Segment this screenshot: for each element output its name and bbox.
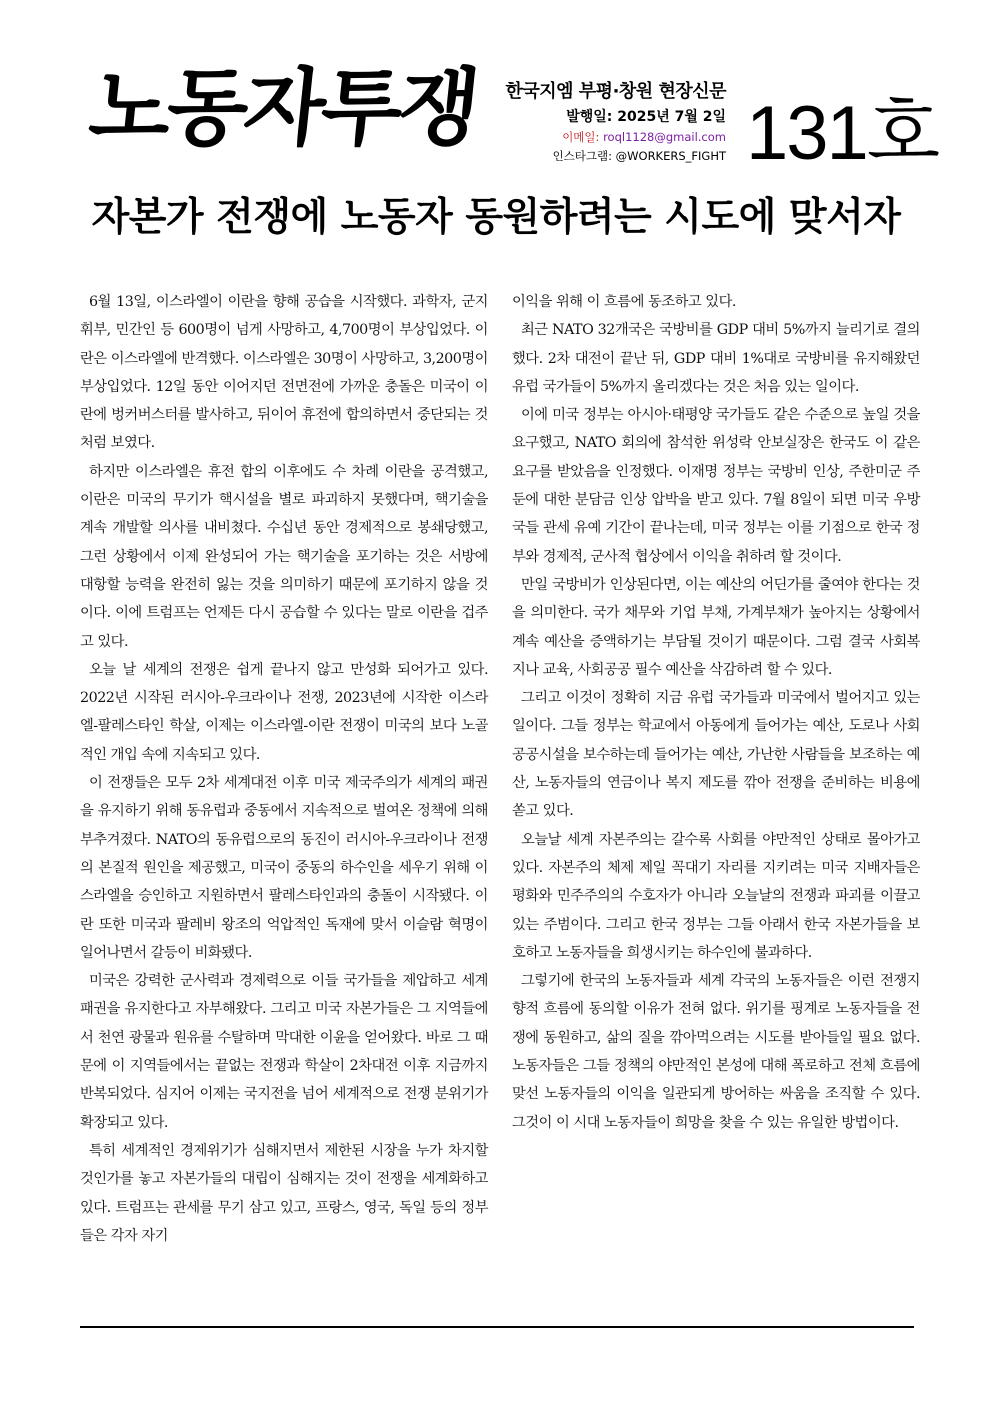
paragraph: 오늘날 세계 자본주의는 갈수록 사회를 야만적인 상태로 몰아가고 있다. 자본주의 체제 제일 꼭대기 자리를 지키려는 미국 지배자들은 평화와 민주주의의 수호자가 아니라 오늘날의 전쟁과 파괴를 이끌고 있는 주범이다. 그리고 한국 정부는 그들 아래서 한국 자본가들을 보호하고 노동자들을 희생시키는 하수인에 불과하다.	[512, 831, 920, 961]
issue-number: 131호	[746, 91, 939, 176]
paragraph: 그렇기에 한국의 노동자들과 세계 각국의 노동자들은 이런 전쟁지향적 흐름에 동의할 이유가 전혀 없다. 위기를 핑계로 노동자들을 전쟁에 동원하고, 삶의 질을 깎아먹으려는 시도를 받아들일 필요 없다. 노동자들은 그들 정책의 야만적인 본성에 대해 폭로하고 전체 흐름에 맞선 노동자들의 이익을 일관되게 방어하는 싸움을 조직할 수 있다. 그것이 이 시대 노동자들이 희망을 찾을 수 있는 유일한 방법이다.	[512, 973, 920, 1131]
paragraph: 오늘 날 세계의 전쟁은 쉽게 끝나지 않고 만성화 되어가고 있다. 2022년 시작된 러시아-우크라이나 전쟁, 2023년에 시작한 이스라엘-팔레스타인 학살, 이제는 이스라엘-이란 전쟁이 미국의 보다 노골적인 개입 속에 지속되고 있다.	[80, 661, 488, 763]
paragraph: 6월 13일, 이스라엘이 이란을 향해 공습을 시작했다. 과학자, 군지휘부, 민간인 등 600명이 넘게 사망하고, 4,700명이 부상입었다. 이란은 이스라엘에 반격했다. 이스라엘은 30명이 사망하고, 3,200명이 부상입었다. 12일 동안 이어지던 전면전에 가까운 충돌은 미국이 이란에 벙커버스터를 발사하고, 뒤이어 휴전에 합의하면서 중단되는 것처럼 보였다.	[80, 294, 488, 452]
instagram-handle: @WORKERS_FIGHT	[615, 149, 726, 163]
newspaper-logo-title: 노동자투쟁	[84, 59, 481, 157]
article-column-right	[512, 288, 920, 1137]
paragraph: 특히 세계적인 경제위기가 심해지면서 제한된 시장을 누가 차지할 것인가를 놓고 자본가들의 대립이 심해지는 것이 전쟁을 세계화하고 있다. 트럼프는 관세를 무기 삼고 있고, 프랑스, 영국, 독일 등의 정부들은 각자 자기	[80, 1142, 488, 1244]
masthead-info	[496, 80, 726, 166]
headline: 자본가 전쟁에 노동자 동원하려는 시도에 맞서자	[91, 195, 901, 240]
paragraph: 최근 NATO 32개국은 국방비를 GDP 대비 5%까지 늘리기로 결의했다. 2차 대전이 끝난 뒤, GDP 대비 1%대로 국방비를 유지해왔던 유럽 국가들이 5%까지 올리겠다는 것은 처음 있는 일이다.	[512, 322, 920, 395]
email-address[interactable]: roql1128@gmail.com	[603, 130, 726, 144]
bottom-divider	[80, 1326, 914, 1328]
paragraph: 그리고 이것이 정확히 지금 유럽 국가들과 미국에서 벌어지고 있는 일이다. 그들 정부는 학교에서 아동에게 들어가는 예산, 도로나 사회 공공시설을 보수하는데 들어가는 예산, 가난한 사람들을 보조하는 예산, 노동자들의 연금이나 복지 제도를 깎아 전쟁을 준비하는 비용에 쏟고 있다.	[512, 690, 920, 820]
publish-date: 발행일: 2025년 7월 2일	[566, 109, 726, 125]
newspaper-tagline: 한국지엠 부평·창원 현장신문	[505, 81, 726, 102]
email-label: 이메일:	[562, 130, 600, 144]
paragraph: 하지만 이스라엘은 휴전 합의 이후에도 수 차례 이란을 공격했고, 이란은 미국의 무기가 핵시설을 별로 파괴하지 못했다며, 핵기술을 계속 개발할 의사를 내비쳤다. 수십년 동안 경제적으로 봉쇄당했고, 그런 상황에서 이제 완성되어 가는 핵기술을 포기하는 것은 서방에 대항할 능력을 완전히 잃는 것을 의미하기 때문에 포기하지 않을 것이다. 이에 트럼프는 언제든 다시 공습할 수 있다는 말로 이란을 겁주고 있다.	[80, 463, 488, 650]
instagram-label: 인스타그램:	[552, 149, 612, 163]
instagram-row	[496, 147, 726, 166]
paragraph: 만일 국방비가 인상된다면, 이는 예산의 어딘가를 줄여야 한다는 것을 의미한다. 국가 채무와 기업 부채, 가계부채가 높아지는 상황에서 계속 예산을 증액하기는 부담될 것이기 때문이다. 그럼 결국 사회복지나 교육, 사회공공 필수 예산을 삭감하려 할 수 있다.	[512, 576, 920, 678]
paragraph-continued: 이익을 위해 이 흐름에 동조하고 있다.	[512, 294, 736, 310]
paragraph: 이에 미국 정부는 아시아·태평양 국가들도 같은 수준으로 높일 것을 요구했고, NATO 회의에 참석한 위성락 안보실장은 한국도 이 같은 요구를 받았음을 인정했다. 이재명 정부는 국방비 인상, 주한미군 주둔에 대한 분담금 인상 압박을 받고 있다. 7월 8일이 되면 미국 우방국들 관세 유예 기간이 끝나는데, 미국 정부는 이를 기점으로 한국 정부와 경제적, 군사적 협상에서 이익을 취하려 할 것이다.	[512, 407, 920, 565]
paragraph: 미국은 강력한 군사력과 경제력으로 이들 국가들을 제압하고 세계 패권을 유지한다고 자부해왔다. 그리고 미국 자본가들은 그 지역들에서 천연 광물과 원유를 수탈하며 막대한 이윤을 얻어왔다. 바로 그 때문에 이 지역들에서는 끝없는 전쟁과 학살이 2차대전 이후 지금까지 반복되었다. 심지어 이제는 국지전을 넘어 세계적으로 전쟁 분위기가 확장되고 있다.	[80, 973, 488, 1131]
email-row	[496, 128, 726, 147]
paragraph: 이 전쟁들은 모두 2차 세계대전 이후 미국 제국주의가 세계의 패권을 유지하기 위해 동유럽과 중동에서 지속적으로 벌여온 정책에 의해 부추겨졌다. NATO의 동유럽으로의 동진이 러시아-우크라이나 전쟁의 본질적 원인을 제공했고, 미국이 중동의 하수인을 세우기 위해 이스라엘을 승인하고 지원하면서 팔레스타인과의 충돌이 시작됐다. 이란 또한 미국과 팔레비 왕조의 억압적인 독재에 맞서 이슬람 혁명이 일어나면서 갈등이 비화됐다.	[80, 775, 488, 961]
article-column-left	[80, 288, 488, 1250]
